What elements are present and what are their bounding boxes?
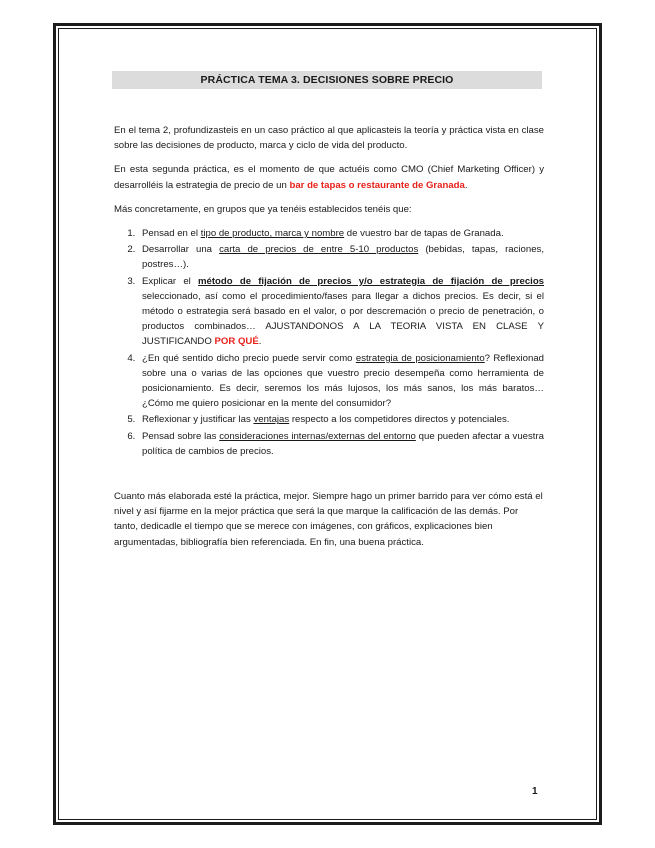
- highlight-por-que: POR QUÉ: [214, 336, 259, 348]
- task-item-2: [138, 242, 544, 272]
- task-text: de vuestro bar de tapas de Granada.: [344, 228, 504, 240]
- intro-paragraph-3: Más concretamente, en grupos que ya tenéis establecidos tenéis que:: [114, 203, 412, 215]
- task-text: que pueden afectar a vuestra política de cambios de precios.: [142, 430, 544, 457]
- intro-paragraph-2: [114, 162, 544, 192]
- intro-paragraph-1: En el tema 2, profundizasteis en un caso práctico al que aplicasteis la teoría y práctica vista en clase sobre las decisiones de producto, marca y ciclo de vida del producto.: [114, 125, 544, 152]
- task-list: [114, 226, 544, 459]
- task-underlined: ventajas: [253, 414, 290, 426]
- task-text: Explicar el: [142, 275, 198, 287]
- task-item-4: [138, 351, 544, 412]
- task-text: Desarrollar una: [142, 244, 220, 256]
- task-item-3: [138, 274, 544, 350]
- task-underlined-bold: método de fijación de precios y/o estrategia de fijación de precios: [198, 275, 545, 287]
- task-text: ¿En qué sentido dicho precio puede servir como: [142, 352, 356, 364]
- task-text: respecto a los competidores directos y potenciales.: [289, 414, 510, 426]
- highlight-bar-de-tapas: bar de tapas o restaurante de Granada: [289, 179, 465, 191]
- task-text: seleccionado, así como el procedimiento/fases para llegar a dichos precios. Es decir, si el método o estrategia será basado en el valor, o por descremación o precio de penetración, o productos combinados… AJUSTANDONOS A LA TEORIA VISTA EN CLASE Y JUSTIFICANDO: [142, 290, 544, 348]
- task-underlined: carta de precios de entre 5-10 productos: [219, 244, 419, 256]
- task-text: (bebidas, tapas, raciones, postres…).: [142, 244, 544, 271]
- task-text: Reflexionar y justificar las: [142, 414, 254, 426]
- document-title: PRÁCTICA TEMA 3. DECISIONES SOBRE PRECIO: [112, 71, 542, 89]
- task-item-5: [138, 412, 544, 427]
- task-text: Pensad en el: [142, 228, 201, 240]
- task-text: Pensad sobre las: [142, 430, 220, 442]
- page-number: 1: [532, 786, 538, 797]
- task-text: ? Reflexionad sobre una o varias de las opciones que vuestro precio desempeña como herramienta de posicionamiento. Es decir, seremos los más lujosos, los más sanos, los más baratos… ¿Cómo me quiero posicionar en la mente del consumidor?: [142, 352, 545, 410]
- task-underlined: tipo de producto, marca y nombre: [200, 228, 345, 240]
- intro-p2-text: En esta segunda práctica, es el momento de que actuéis como CMO (Chief Marketing Officer) y desarrolléis la estrategia de precio de un: [114, 164, 544, 191]
- document-body: [114, 123, 544, 559]
- task-underlined: consideraciones internas/externas del entorno: [219, 430, 416, 442]
- task-text: .: [258, 336, 262, 348]
- task-item-6: [138, 429, 544, 459]
- intro-p2-end: .: [464, 179, 468, 191]
- closing-paragraph: Cuanto más elaborada esté la práctica, mejor. Siempre hago un primer barrido para ver cómo está el nivel y así fijarme en la mejor práctica que será la que marque la calificación de las demás. Por tanto, dedicadle el tiempo que se merece con imágenes, con gráficos, explicaciones bien argumentadas, bibliografía bien referenciada. En fin, una buena práctica.: [114, 491, 543, 548]
- task-underlined: estrategia de posicionamiento: [355, 352, 485, 364]
- task-item-1: [138, 226, 544, 241]
